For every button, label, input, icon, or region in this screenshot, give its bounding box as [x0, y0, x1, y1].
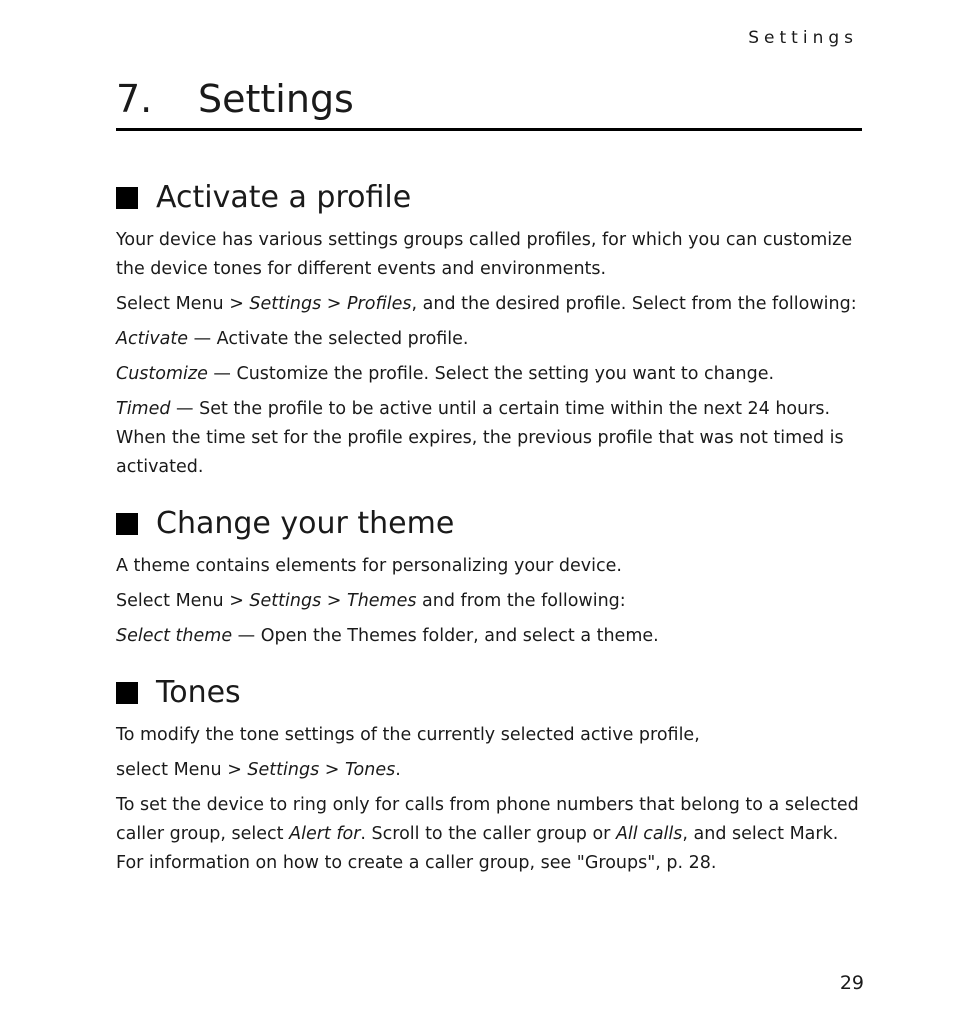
option-term: Customize [116, 364, 208, 384]
menu-path-suffix: . [395, 760, 401, 780]
menu-path-target: Tones [345, 760, 396, 780]
menu-path-separator: > [319, 760, 345, 780]
chapter-title: Settings [198, 77, 354, 121]
menu-path-suffix: and from the following: [416, 591, 626, 611]
menu-path-target: Profiles [347, 294, 412, 314]
chapter-heading [116, 70, 862, 131]
menu-path-suffix: , and the desired profile. Select from the following: [411, 294, 857, 314]
menu-path [116, 290, 862, 319]
menu-path-separator: > [321, 294, 347, 314]
section-tones [116, 671, 862, 878]
menu-path-settings: Settings [249, 294, 322, 314]
page-content [116, 176, 862, 898]
paragraph-text: . Scroll to the caller group or [360, 824, 616, 844]
option-item [116, 622, 862, 651]
square-bullet-icon [116, 187, 138, 209]
square-bullet-icon [116, 513, 138, 535]
caller-group-paragraph [116, 791, 862, 878]
section-intro: To modify the tone settings of the currently selected active profile, [116, 725, 700, 745]
menu-path-menu: Menu [175, 294, 224, 314]
paragraph-text: . For information on how to create a caller group, see "Groups", p. 28. [116, 824, 839, 873]
menu-path-settings: Settings [249, 591, 322, 611]
option-term: Timed [116, 399, 171, 419]
option-item [116, 395, 862, 482]
all-calls-term: All calls [615, 824, 683, 844]
option-desc: — Open the Themes folder, and select a theme. [232, 626, 659, 646]
menu-path [116, 587, 862, 616]
menu-path-separator: > [223, 294, 250, 314]
menu-path-menu: Menu [175, 591, 224, 611]
option-desc: — Set the profile to be active until a certain time within the next 24 hours. When the time set for the profile expires, the previous profile that was not timed is activated. [116, 399, 844, 477]
page-number: 29 [839, 972, 864, 994]
menu-path-prefix: Select [116, 294, 176, 314]
section-title [116, 176, 862, 220]
section-title [116, 502, 862, 546]
section-intro: Your device has various settings groups called profiles, for which you can customize the device tones for different events and environments. [116, 230, 853, 279]
menu-path [116, 756, 862, 785]
paragraph-text: , and select [682, 824, 790, 844]
option-item [116, 325, 862, 354]
option-term: Activate [116, 329, 189, 349]
section-title-text: Activate a profile [156, 180, 412, 215]
section-title-text: Tones [156, 675, 241, 710]
alert-for-term: Alert for [289, 824, 361, 844]
section-activate-profile [116, 176, 862, 482]
option-item [116, 360, 862, 389]
menu-path-target: Themes [347, 591, 417, 611]
section-intro: A theme contains elements for personalizing your device. [116, 556, 622, 576]
menu-path-separator: > [223, 591, 250, 611]
section-change-theme [116, 502, 862, 651]
paragraph-text: To set the device to ring only for calls from phone numbers that belong to a selected caller group, select [116, 795, 859, 844]
menu-path-menu: Menu [173, 760, 222, 780]
menu-path-separator: > [221, 760, 248, 780]
menu-path-prefix: Select [116, 591, 176, 611]
section-title-text: Change your theme [156, 506, 455, 541]
menu-path-prefix: select [116, 760, 174, 780]
menu-path-settings: Settings [247, 760, 320, 780]
mark-term: Mark [789, 824, 833, 844]
chapter-number: 7. [116, 77, 153, 121]
option-desc: — Customize the profile. Select the setting you want to change. [207, 364, 775, 384]
running-header: Settings [748, 28, 858, 48]
option-desc: — Activate the selected profile. [188, 329, 469, 349]
section-title [116, 671, 862, 715]
option-term: Select theme [116, 626, 233, 646]
menu-path-separator: > [321, 591, 347, 611]
square-bullet-icon [116, 682, 138, 704]
